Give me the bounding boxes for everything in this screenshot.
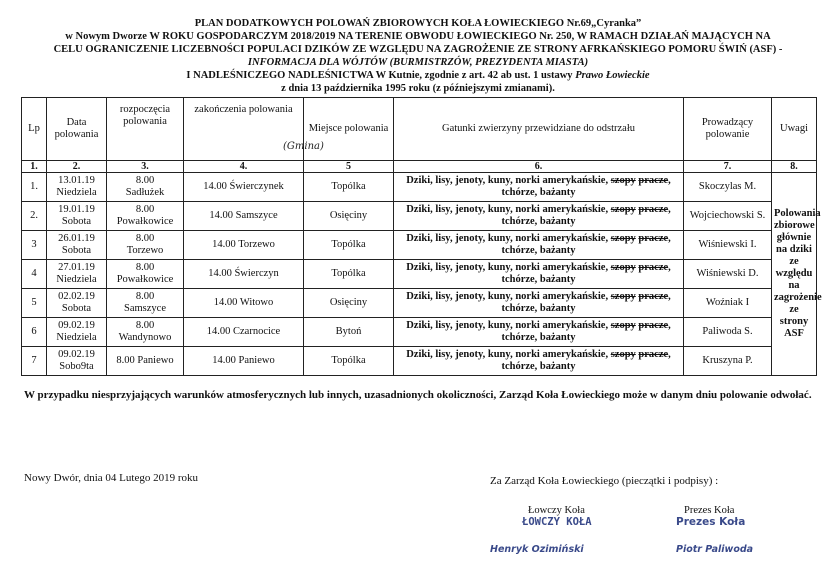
cell-species: [394, 260, 684, 289]
table-row: [22, 231, 817, 260]
cell-end: 14.00 Paniewo: [184, 347, 304, 376]
cell-end: 14.00 Witowo: [184, 289, 304, 318]
signature-title: Łowczy Koła: [528, 505, 585, 516]
cell-leader: Woźniak I: [684, 289, 772, 318]
species-main: Dziki, lisy, jenoty, kuny, norki amerykańskie,: [406, 175, 611, 186]
cell-date: [47, 202, 107, 231]
cell-lp: 4: [22, 260, 47, 289]
cell-lp: 1.: [22, 173, 47, 202]
cell-leader: Paliwoda S.: [684, 318, 772, 347]
start-time: 8.00: [135, 233, 155, 244]
stamp-text: ŁOWCZY KOŁA: [522, 516, 592, 528]
start-place: Torzewo: [126, 245, 164, 256]
cell-place: Osięciny: [304, 202, 394, 231]
cell-date: [47, 289, 107, 318]
hunt-plan-table: [21, 97, 822, 376]
species-main: Dziki, lisy, jenoty, kuny, norki amerykańskie,: [406, 262, 611, 273]
cell-species: [394, 347, 684, 376]
cell-lp: 2.: [22, 202, 47, 231]
start-place: Sadłużek: [125, 187, 165, 198]
cancellation-note: W przypadku niesprzyjających warunków atmosferycznych lub innych, uzasadnionych okoliczności, Zarząd Koła Łowieckiego może w danym dniu polowanie odwołać.: [24, 389, 812, 401]
cell-start: [107, 347, 184, 376]
stamp-name: Piotr Paliwoda: [676, 544, 754, 555]
cell-place: Bytoń: [304, 318, 394, 347]
table-row: [22, 347, 817, 376]
species-struck: szopy: [610, 175, 636, 186]
date-value: 26.01.19: [58, 233, 95, 244]
cell-lp: 5: [22, 289, 47, 318]
day-value: Sobo9ta: [59, 361, 94, 372]
species-struck: szopy: [610, 349, 636, 360]
col-number: 1.: [22, 161, 47, 173]
date-value: 19.01.19: [58, 204, 95, 215]
species-main: Dziki, lisy, jenoty, kuny, norki amerykańskie,: [406, 320, 611, 331]
col-header-leader: Prowadzący polowanie: [684, 98, 772, 161]
col-header-lp: Lp: [22, 98, 47, 161]
signature-title: Prezes Koła: [684, 505, 735, 516]
species-struck: pracze: [638, 233, 669, 244]
cell-leader: Wojciechowski S.: [684, 202, 772, 231]
col-header-start: rozpoczęcia polowania: [107, 98, 184, 161]
species-main: Dziki, lisy, jenoty, kuny, norki amerykańskie,: [406, 291, 611, 302]
date-value: 13.01.19: [58, 175, 95, 186]
species-struck: szopy: [610, 291, 636, 302]
start-place: Powałkowice: [116, 274, 174, 285]
handwritten-note: (Gmina): [283, 141, 324, 152]
cell-start: [107, 289, 184, 318]
cell-leader: Kruszyna P.: [684, 347, 772, 376]
day-value: Niedziela: [56, 332, 97, 343]
doc-subtitle-line2: w Nowym Dworze W ROKU GOSPODARCZYM 2018/2019 NA TERENIE OBWODU ŁOWIECKIEGO Nr. 250, W RAMACH DZIAŁAŃ MAJĄCYCH NA: [65, 31, 771, 42]
stamp-text: Prezes Koła: [676, 516, 746, 528]
col-header-place-label: Miejsce polowania: [308, 123, 389, 134]
doc-subtitle-line3: CELU OGRANICZENIE LICZEBNOŚCI POPULACI DZIKÓW ZE WZGLĘDU NA ZAGROŻENIE ZE STRONY AFRKAŃSKIEGO POMORU ŚWIŃ (ASF) -: [53, 44, 783, 55]
species-main: Dziki, lisy, jenoty, kuny, norki amerykańskie,: [406, 233, 611, 244]
place-date: Nowy Dwór, dnia 04 Lutego 2019 roku: [24, 472, 199, 484]
board-label: Za Zarząd Koła Łowieckiego (pieczątki i podpisy) :: [490, 475, 719, 487]
cell-end: 14.00 Samszyce: [184, 202, 304, 231]
day-value: Sobota: [61, 216, 92, 227]
table-header-row: [22, 98, 817, 161]
col-number: 3.: [107, 161, 184, 173]
signature-president: [676, 505, 753, 555]
col-header-date: Data polowania: [47, 98, 107, 161]
start-place: Samszyce: [124, 303, 166, 314]
species-rest: , tchórze, bażanty: [501, 233, 671, 256]
species-main: Dziki, lisy, jenoty, kuny, norki amerykańskie,: [406, 204, 611, 215]
species-struck: pracze: [638, 175, 669, 186]
cell-lp: 6: [22, 318, 47, 347]
day-value: Niedziela: [56, 274, 97, 285]
day-value: Sobota: [61, 245, 92, 256]
col-number: 4.: [184, 161, 304, 173]
cell-date: [47, 318, 107, 347]
cell-start: [107, 318, 184, 347]
cell-start: [107, 202, 184, 231]
species-rest: , tchórze, bażanty: [501, 320, 671, 343]
date-value: 27.01.19: [58, 262, 95, 273]
cell-date: [47, 347, 107, 376]
cell-end: 14.00 Świerczynek: [184, 173, 304, 202]
column-number-row: [22, 161, 817, 173]
col-number: 6.: [394, 161, 684, 173]
start-time: 8.00: [135, 262, 155, 273]
species-struck: pracze: [638, 320, 669, 331]
table-row: [22, 289, 817, 318]
start-time: 8.00: [135, 175, 155, 186]
species-struck: szopy: [610, 233, 636, 244]
species-rest: , tchórze, bażanty: [501, 262, 671, 285]
cell-date: [47, 173, 107, 202]
cell-species: [394, 318, 684, 347]
table-row: [22, 318, 817, 347]
date-value: 09.02.19: [58, 320, 95, 331]
cell-start: [107, 231, 184, 260]
species-rest: , tchórze, bażanty: [501, 175, 671, 198]
cell-species: [394, 202, 684, 231]
species-struck: szopy: [610, 320, 636, 331]
start-place: Wandynowo: [118, 332, 172, 343]
table-row: [22, 202, 817, 231]
start-place: Powałkowice: [116, 216, 174, 227]
cell-place: Topólka: [304, 173, 394, 202]
day-value: Niedziela: [56, 187, 97, 198]
start-time: 8.00: [135, 320, 155, 331]
cell-leader: Wiśniewski D.: [684, 260, 772, 289]
species-struck: pracze: [638, 204, 669, 215]
cell-end: 14.00 Czarnocice: [184, 318, 304, 347]
col-header-end: zakończenia polowania: [184, 98, 304, 161]
col-number: 2.: [47, 161, 107, 173]
doc-subtitle-line5: I NADLEŚNICZEGO NADLEŚNICTWA W Kutnie, zgodnie z art. 42 ab ust. 1 ustawy Prawo Łowieckie: [186, 70, 650, 81]
cell-place: Topólka: [304, 231, 394, 260]
cell-place: Topólka: [304, 347, 394, 376]
col-header-remarks: Uwagi: [772, 98, 817, 161]
table-row: [22, 260, 817, 289]
cell-place: Topólka: [304, 260, 394, 289]
cell-remarks: Polowania zbiorowe głównie na dziki ze względu na zagrożenie ze strony ASF: [772, 173, 817, 376]
start-time: 8.00: [135, 204, 155, 215]
cell-date: [47, 231, 107, 260]
date-value: 02.02.19: [58, 291, 95, 302]
col-number: 7.: [684, 161, 772, 173]
cell-start: [107, 173, 184, 202]
species-struck: szopy: [610, 204, 636, 215]
cell-start: [107, 260, 184, 289]
cell-end: 14.00 Świerczyn: [184, 260, 304, 289]
cell-species: [394, 289, 684, 318]
species-main: Dziki, lisy, jenoty, kuny, norki amerykańskie,: [406, 349, 611, 360]
cell-lp: 7: [22, 347, 47, 376]
species-rest: , tchórze, bażanty: [501, 349, 671, 372]
cell-date: [47, 260, 107, 289]
species-rest: , tchórze, bażanty: [501, 291, 671, 314]
doc-title: PLAN DODATKOWYCH POLOWAŃ ZBIOROWYCH KOŁA ŁOWIECKIEGO Nr.69„Cyranka”: [194, 18, 642, 29]
doc-subtitle-line6: z dnia 13 października 1995 roku (z późniejszymi zmianami).: [281, 83, 555, 94]
start-time: 8.00: [135, 291, 155, 302]
species-struck: pracze: [638, 291, 669, 302]
cell-place: Osięciny: [304, 289, 394, 318]
day-value: Sobota: [61, 303, 92, 314]
col-number: 8.: [772, 161, 817, 173]
species-rest: , tchórze, bażanty: [501, 204, 671, 227]
cell-lp: 3: [22, 231, 47, 260]
signature-hunt-master: [490, 505, 592, 555]
stamp-name: Henryk Ozimiński: [490, 544, 584, 555]
species-struck: pracze: [638, 262, 669, 273]
species-struck: szopy: [610, 262, 636, 273]
cell-leader: Wiśniewski I.: [684, 231, 772, 260]
date-value: 09.02.19: [58, 349, 95, 360]
doc-subtitle-line4: INFORMACJA DLA WÓJTÓW (BURMISTRZÓW, PREZYDENTA MIASTA): [247, 57, 589, 68]
col-number: 5: [304, 161, 394, 173]
cell-species: [394, 173, 684, 202]
cell-end: 14.00 Torzewo: [184, 231, 304, 260]
cell-species: [394, 231, 684, 260]
col-header-species: Gatunki zwierzyny przewidziane do odstrzału: [394, 98, 684, 161]
start-time: 8.00 Paniewo: [116, 355, 174, 366]
cell-leader: Skoczylas M.: [684, 173, 772, 202]
species-struck: pracze: [638, 349, 669, 360]
table-row: [22, 173, 817, 202]
